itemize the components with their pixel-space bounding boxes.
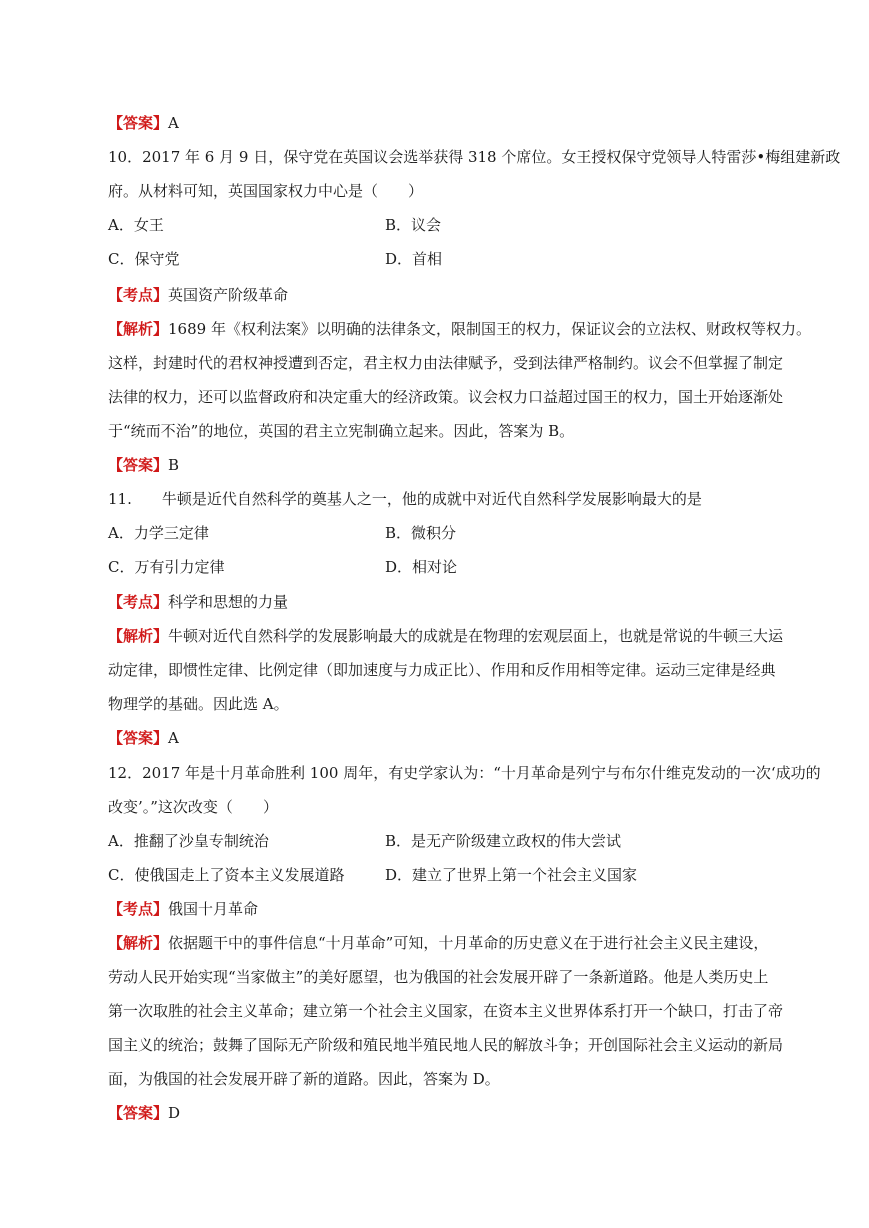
jiexi-text: 劳动人民开始实现“当家做主”的美好愿望，也为俄国的社会发展开辟了一条新道路。他是人类历史上: [108, 968, 769, 986]
jiexi-text: 第一次取胜的社会主义革命；建立第一个社会主义国家，在资本主义世界体系打开一个缺口，打击了帝: [108, 1002, 784, 1020]
answer-line: [108, 455, 179, 475]
answer-value: A: [168, 114, 179, 132]
jiexi-text: 依据题干中的事件信息“十月革命”可知，十月革命的历史意义在于进行社会主义民主建设，: [168, 934, 769, 952]
answer-tag: 【答案】: [108, 114, 169, 132]
jiexi-tag: 【解析】: [108, 627, 169, 645]
answer-tag: 【答案】: [108, 1104, 169, 1122]
option-d: D．相对论: [385, 558, 458, 576]
jiexi-tag: 【解析】: [108, 320, 169, 338]
jiexi-line: [108, 933, 768, 953]
kaodian-tag: 【考点】: [108, 593, 169, 611]
question-stem: 10．2017 年 6 月 9 日，保守党在英国议会选举获得 318 个席位。女王授权保守党领导人特雷莎•梅组建新政: [108, 148, 841, 166]
jiexi-text: 国主义的统治；鼓舞了国际无产阶级和殖民地半殖民地人民的解放斗争；开创国际社会主义运动的新局: [108, 1036, 784, 1054]
kaodian-line: [108, 285, 288, 305]
kaodian-text: 英国资产阶级革命: [168, 286, 289, 304]
jiexi-text: 这样，封建时代的君权神授遭到否定，君主权力由法律赋予，受到法律严格制约。议会不但掌握了制定: [108, 354, 784, 372]
question-stem: 府。从材料可知，英国国家权力中心是（ ）: [108, 182, 424, 200]
jiexi-line: [108, 626, 783, 646]
answer-value: B: [168, 456, 180, 474]
jiexi-line: [108, 319, 811, 339]
option-d: D．建立了世界上第一个社会主义国家: [385, 866, 638, 884]
option-b: B．议会: [385, 216, 442, 234]
answer-line: [108, 728, 179, 748]
answer-line: [108, 1103, 180, 1123]
answer-value: A: [168, 729, 179, 747]
option-d: D．首相: [385, 250, 443, 268]
jiexi-tag: 【解析】: [108, 934, 169, 952]
answer-tag: 【答案】: [108, 729, 169, 747]
jiexi-text: 于“统而不治”的地位，英国的君主立宪制确立起来。因此，答案为 B。: [108, 422, 575, 440]
kaodian-tag: 【考点】: [108, 286, 169, 304]
kaodian-line: [108, 899, 258, 919]
option-c: C．保守党: [108, 250, 180, 268]
answer-tag: 【答案】: [108, 456, 169, 474]
option-b: B．微积分: [385, 524, 457, 542]
option-a: A．女王: [108, 216, 164, 234]
answer-value: D: [168, 1104, 181, 1122]
question-stem: 11. 牛顿是近代自然科学的奠基人之一，他的成就中对近代自然科学发展影响最大的是: [108, 490, 702, 508]
answer-line: [108, 113, 179, 133]
kaodian-text: 俄国十月革命: [168, 900, 259, 918]
kaodian-tag: 【考点】: [108, 900, 169, 918]
option-c: C．万有引力定律: [108, 558, 225, 576]
jiexi-text: 牛顿对近代自然科学的发展影响最大的成就是在物理的宏观层面上，也就是常说的牛顿三大运: [168, 627, 784, 645]
option-c: C．使俄国走上了资本主义发展道路: [108, 866, 345, 884]
option-a: A．力学三定律: [108, 524, 209, 542]
jiexi-text: 动定律，即惯性定律、比例定律（即加速度与力成正比）、作用和反作用相等定律。运动三定律是经典: [108, 661, 776, 679]
jiexi-text: 1689 年《权利法案》以明确的法律条文，限制国王的权力，保证议会的立法权、财政权等权力。: [168, 320, 811, 338]
option-a: A．推翻了沙皇专制统治: [108, 832, 269, 850]
jiexi-text: 物理学的基础。因此选 A。: [108, 695, 289, 713]
question-stem: 12．2017 年是十月革命胜利 100 周年，有史学家认为：“十月革命是列宁与布尔什维克发动的一次‘成功的: [108, 764, 821, 782]
question-stem: 改变’。”这次改变（ ）: [108, 798, 278, 816]
kaodian-line: [108, 592, 288, 612]
option-b: B．是无产阶级建立政权的伟大尝试: [385, 832, 622, 850]
jiexi-text: 面，为俄国的社会发展开辟了新的道路。因此，答案为 D。: [108, 1070, 500, 1088]
jiexi-text: 法律的权力，还可以监督政府和决定重大的经济政策。议会权力口益超过国王的权力，国土开始逐渐处: [108, 388, 784, 406]
kaodian-text: 科学和思想的力量: [168, 593, 289, 611]
